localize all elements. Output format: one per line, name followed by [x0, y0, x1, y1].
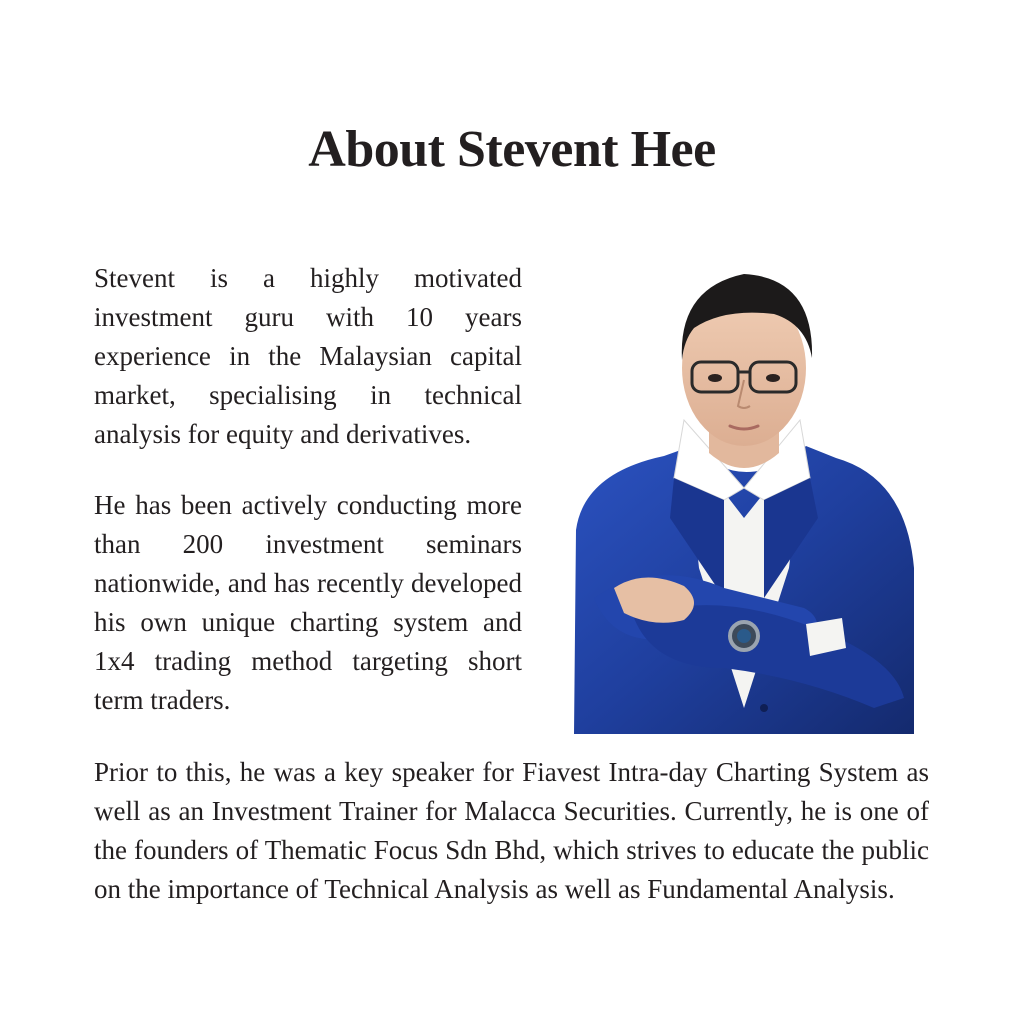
bio-paragraph-1: Stevent is a highly motivated investment guru with 10 years experience in the Malaysian capital market, specialising in technical analysis for equity and derivatives.: [94, 263, 522, 449]
portrait-photo: [574, 268, 916, 734]
page-title: About Stevent Hee: [308, 121, 716, 178]
bio-paragraph-3: Prior to this, he was a key speaker for Fiavest Intra-day Charting System as well as an Investment Trainer for Malacca Securities. Currently, he is one of the founders of Thematic Focus Sdn Bhd, which strives to educate the public on the importance of Technical Analysis as well as Fundamental Analysis.: [94, 757, 929, 904]
bio-paragraph-2: He has been actively conducting more than 200 investment seminars nationwide, and has recently developed his own unique charting system and 1x4 trading method targeting short term traders.: [94, 490, 522, 715]
